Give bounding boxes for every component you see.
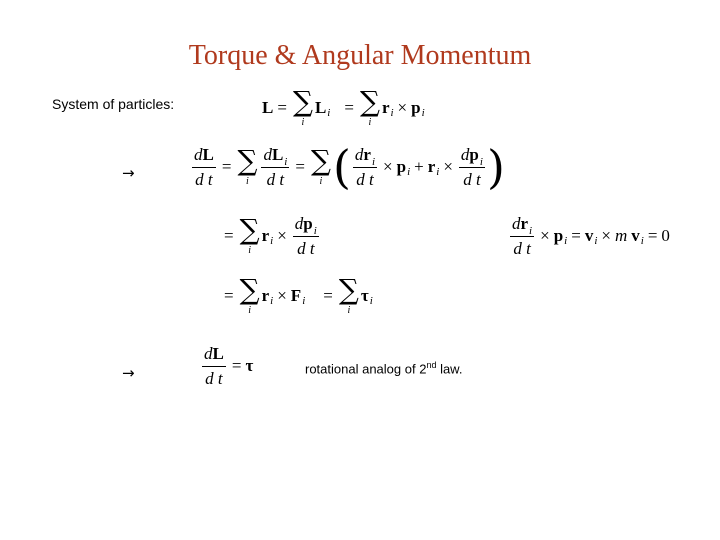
implies-arrow-result: →	[122, 364, 135, 382]
equation-newton-rotational: $\frac{dL}{\text{d t}}$ = τ	[204, 344, 254, 388]
equation-time-derivative: $\frac{dL}{\text{d t}}$ = ∑ i $\frac{dL_i}{\text{d t}}$ = ∑ i ( $\frac{dr_i}{\text{d t}}$ × p i + r i × $\frac{dp_i}{\text{d t}}$ )	[194, 140, 505, 194]
rotational-analog-note: rotational analog of 2nd law.	[305, 360, 463, 377]
equation-total-angular-momentum: L = ∑ i L i = ∑ i r i × p i	[262, 85, 425, 128]
equation-force-term: = ∑ i r i × $\frac{dp_i}{\text{d t}}$	[224, 213, 317, 258]
page-title: Torque & Angular Momentum	[188, 40, 532, 71]
equation-velocity-cross-zero: $\frac{dr_i}{\text{d t}}$ × p i = v i × m v i = 0	[512, 214, 670, 258]
equation-torque-sum: = ∑ i r i × F i = ∑ i τ i	[224, 273, 373, 316]
implies-arrow: →	[122, 164, 135, 182]
system-label: System of particles:	[52, 96, 175, 112]
